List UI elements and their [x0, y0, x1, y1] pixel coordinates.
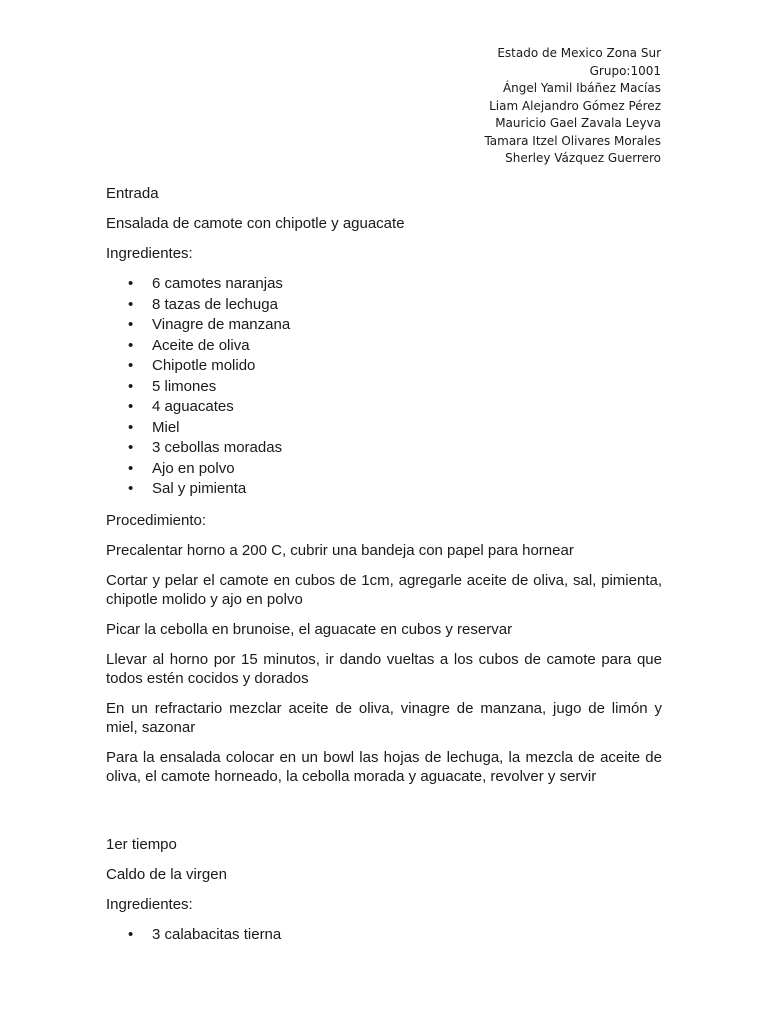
procedure-step-2: Cortar y pelar el camote en cubos de 1cm, agregarle aceite de oliva, sal, pimienta, chipotle molido y ajo en polvo	[106, 571, 662, 608]
bullet-icon: •	[128, 398, 134, 415]
list-item	[106, 274, 662, 295]
course-heading-entrada: Entrada	[106, 185, 159, 202]
list-item	[106, 356, 662, 377]
header-block	[484, 45, 661, 168]
ingredients-label: Ingredientes:	[106, 245, 193, 262]
bullet-icon: •	[128, 316, 134, 333]
bullet-icon: •	[128, 275, 134, 292]
course-heading-1er-tiempo: 1er tiempo	[106, 835, 177, 853]
procedure-step-5: En un refractario mezclar aceite de oliva, vinagre de manzana, jugo de limón y miel, sazonar	[106, 699, 662, 736]
ingredient-text: Miel	[152, 418, 180, 436]
ingredient-text: Aceite de oliva	[152, 336, 250, 354]
bullet-icon: •	[128, 295, 134, 313]
header-author-1: Ángel Yamil Ibáñez Macías	[502, 81, 661, 95]
bullet-icon: •	[128, 459, 134, 477]
bullet-icon: •	[128, 357, 134, 374]
header-author-4: Tamara Itzel Olivares Morales	[484, 133, 661, 148]
document-body	[106, 184, 662, 956]
list-item	[106, 336, 662, 357]
header-author-2: Liam Alejandro Gómez Pérez	[489, 98, 661, 113]
bullet-icon: •	[128, 439, 134, 456]
bullet-icon: •	[128, 418, 134, 436]
bullet-icon: •	[128, 480, 134, 497]
ingredient-text: 5 limones	[152, 377, 217, 395]
ingredient-text: 3 calabacitas tierna	[152, 925, 282, 943]
list-item	[106, 315, 662, 336]
list-item	[106, 459, 662, 480]
header-school: Estado de Mexico Zona Sur	[497, 46, 661, 60]
bullet-icon: •	[128, 377, 134, 395]
ingredient-text: 4 aguacates	[152, 398, 234, 415]
ingredient-text: Chipotle molido	[152, 357, 256, 374]
bullet-icon: •	[128, 925, 134, 943]
dish-title-ensalada: Ensalada de camote con chipotle y aguacate	[106, 215, 405, 232]
list-item	[106, 377, 662, 398]
list-item	[106, 295, 662, 316]
list-item	[106, 479, 662, 500]
ingredient-text: 3 cebollas moradas	[152, 439, 283, 456]
ingredient-text: Ajo en polvo	[152, 459, 235, 477]
ingredient-list	[106, 274, 662, 500]
header-group: Grupo:1001	[589, 63, 661, 78]
procedure-step-6: Para la ensalada colocar en un bowl las hojas de lechuga, la mezcla de aceite de oliva, el camote horneado, la cebolla morada y aguacate, revolver y servir	[106, 748, 662, 785]
procedure-step-1: Precalentar horno a 200 C, cubrir una bandeja con papel para hornear	[106, 541, 574, 559]
procedure-step-3: Picar la cebolla en brunoise, el aguacate en cubos y reservar	[106, 620, 513, 638]
procedure-step-4: Llevar al horno por 15 minutos, ir dando vueltas a los cubos de camote para que todos estén cocidos y dorados	[106, 650, 662, 687]
dish-title-caldo: Caldo de la virgen	[106, 865, 227, 883]
list-item	[106, 925, 662, 946]
ingredients-label-2: Ingredientes:	[106, 895, 193, 913]
ingredient-text: 6 camotes naranjas	[152, 275, 283, 292]
header-author-3: Mauricio Gael Zavala Leyva	[495, 116, 661, 130]
ingredient-text: Sal y pimienta	[152, 480, 247, 497]
procedure-label: Procedimiento:	[106, 511, 207, 529]
list-item	[106, 418, 662, 439]
section-spacer	[106, 797, 662, 835]
ingredient-text: 8 tazas de lechuga	[152, 295, 278, 313]
list-item	[106, 397, 662, 418]
list-item	[106, 438, 662, 459]
bullet-icon: •	[128, 336, 134, 354]
header-author-5: Sherley Vázquez Guerrero	[505, 151, 661, 165]
ingredient-list-2	[106, 925, 662, 946]
ingredient-text: Vinagre de manzana	[152, 316, 291, 333]
